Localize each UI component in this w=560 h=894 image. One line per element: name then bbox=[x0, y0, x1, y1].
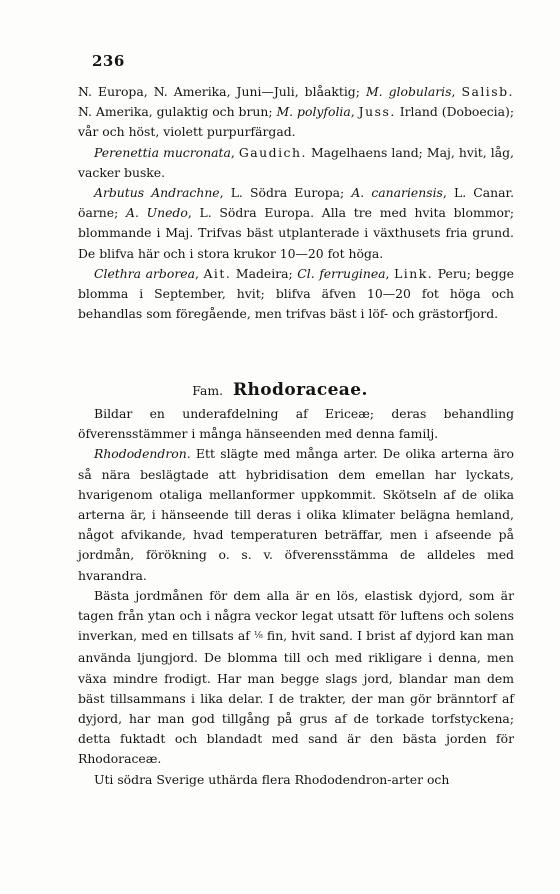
family-prefix: Fam. bbox=[192, 383, 224, 398]
text-run: , L. Södra Europa. Alla tre med hvita blommor; blommande i Maj. Trifvas bäst utplanterade i växthusets fria grund. De blifva här och i stora krukor 10—20 fot höga. bbox=[78, 205, 514, 261]
text-run: , L. Canar. öarne; bbox=[78, 185, 515, 221]
author-abbrev: Link. bbox=[394, 265, 434, 281]
paragraph-soil bbox=[78, 586, 514, 770]
text-run: , bbox=[350, 104, 359, 120]
text-run: fin, hvit sand. I brist af dyjord kan man använda ljungjord. De blomma till och med rikligare i denna, men växa mindre frodigt. Har man begge slags jord, blandar man dem bäst tillsammans i lika delar. I de trakter, der man gör bränntorf af dyjord, har man god tillgång på grus af de torkade torfstyckena; detta fuktadt och blandadt med sand är den bästa jorden för Rhodoraceæ. bbox=[78, 628, 514, 767]
species-name: A. Unedo bbox=[126, 205, 188, 221]
text-run: , bbox=[451, 84, 462, 99]
family-heading bbox=[0, 380, 560, 401]
text-run: Ett slägte med många arter. De olika arterna äro så nära beslägtade att hybridisation dem emellan har lyckats, hvarigenom otaliga mellanformer uppkommit. Skötseln af de olika arterna är, i hänseende till deras i olika klimater belägna hemland, något afvikande, hvad temperaturen beträffar, men i afseende på jordmån, förökning o. s. v. öfverensstämma de alldeles med hvarandra. bbox=[78, 446, 514, 583]
text-run: Peru; begge blomma i September, hvit; blifva äfven 10—20 fot höga och behandlas som föregående, men trifvas bäst i löf- och grästorfjord. bbox=[78, 265, 514, 322]
fraction: ⅛ bbox=[254, 631, 263, 642]
paragraph-menziesia-species bbox=[78, 82, 514, 143]
paragraph-rhododendron bbox=[78, 444, 514, 585]
species-name: Clethra arborea bbox=[94, 265, 195, 281]
text-run: , bbox=[230, 144, 239, 160]
species-name: Perenettia mucronata bbox=[94, 144, 231, 160]
author-abbrev: Ait. bbox=[203, 265, 232, 281]
species-name: Cl. ferruginea bbox=[297, 265, 386, 281]
text-run: Irland (Doboecia); vår och höst, violett purpurfärgad. bbox=[78, 104, 514, 140]
species-name: A. canariensis bbox=[351, 185, 443, 201]
page-number: 236 bbox=[92, 52, 125, 70]
text-run: N. Amerika, gulaktig och brun; bbox=[78, 104, 277, 120]
text-run: , bbox=[194, 265, 204, 281]
species-name: M. polyfolia bbox=[276, 104, 351, 120]
text-run: , bbox=[385, 265, 395, 281]
paragraph-perenettia bbox=[78, 143, 514, 183]
author-abbrev: Juss. bbox=[358, 104, 396, 120]
text-block-rhodoraceae bbox=[78, 404, 514, 790]
paragraph-hardiness: Uti södra Sverige uthärda flera Rhododendron-arter och bbox=[94, 771, 450, 787]
paragraph-clethra bbox=[78, 264, 514, 325]
text-run: N. Europa, N. Amerika, Juni—Juli, blåaktig; bbox=[78, 84, 366, 99]
paragraph-intro: Bildar en underafdelning af Ericeæ; deras behandling öfverensstämmer i många hänseenden med denna familj. bbox=[78, 406, 514, 442]
text-run: Magelhaens land; Maj, hvit, låg, vacker buske. bbox=[78, 144, 514, 180]
paragraph-arbutus bbox=[78, 183, 514, 264]
text-run: Bästa jordmånen för dem alla är en lös, elastisk dyjord, som är tagen från ytan och i några veckor legat utsatt för luftens och solens inverkan, med en tillsats af bbox=[78, 587, 514, 644]
species-name: Arbutus Andrachne bbox=[94, 185, 220, 201]
text-block-ericaceae bbox=[78, 82, 514, 324]
genus-name: Rhododendron. bbox=[94, 446, 191, 462]
family-name: Rhodoraceae. bbox=[233, 380, 368, 400]
author-abbrev: Salisb. bbox=[461, 84, 514, 99]
species-name: M. globularis bbox=[365, 84, 452, 99]
author-abbrev: Gaudich. bbox=[238, 144, 307, 160]
text-run: Madeira; bbox=[231, 265, 298, 281]
text-run: , L. Södra Europa; bbox=[219, 185, 352, 201]
